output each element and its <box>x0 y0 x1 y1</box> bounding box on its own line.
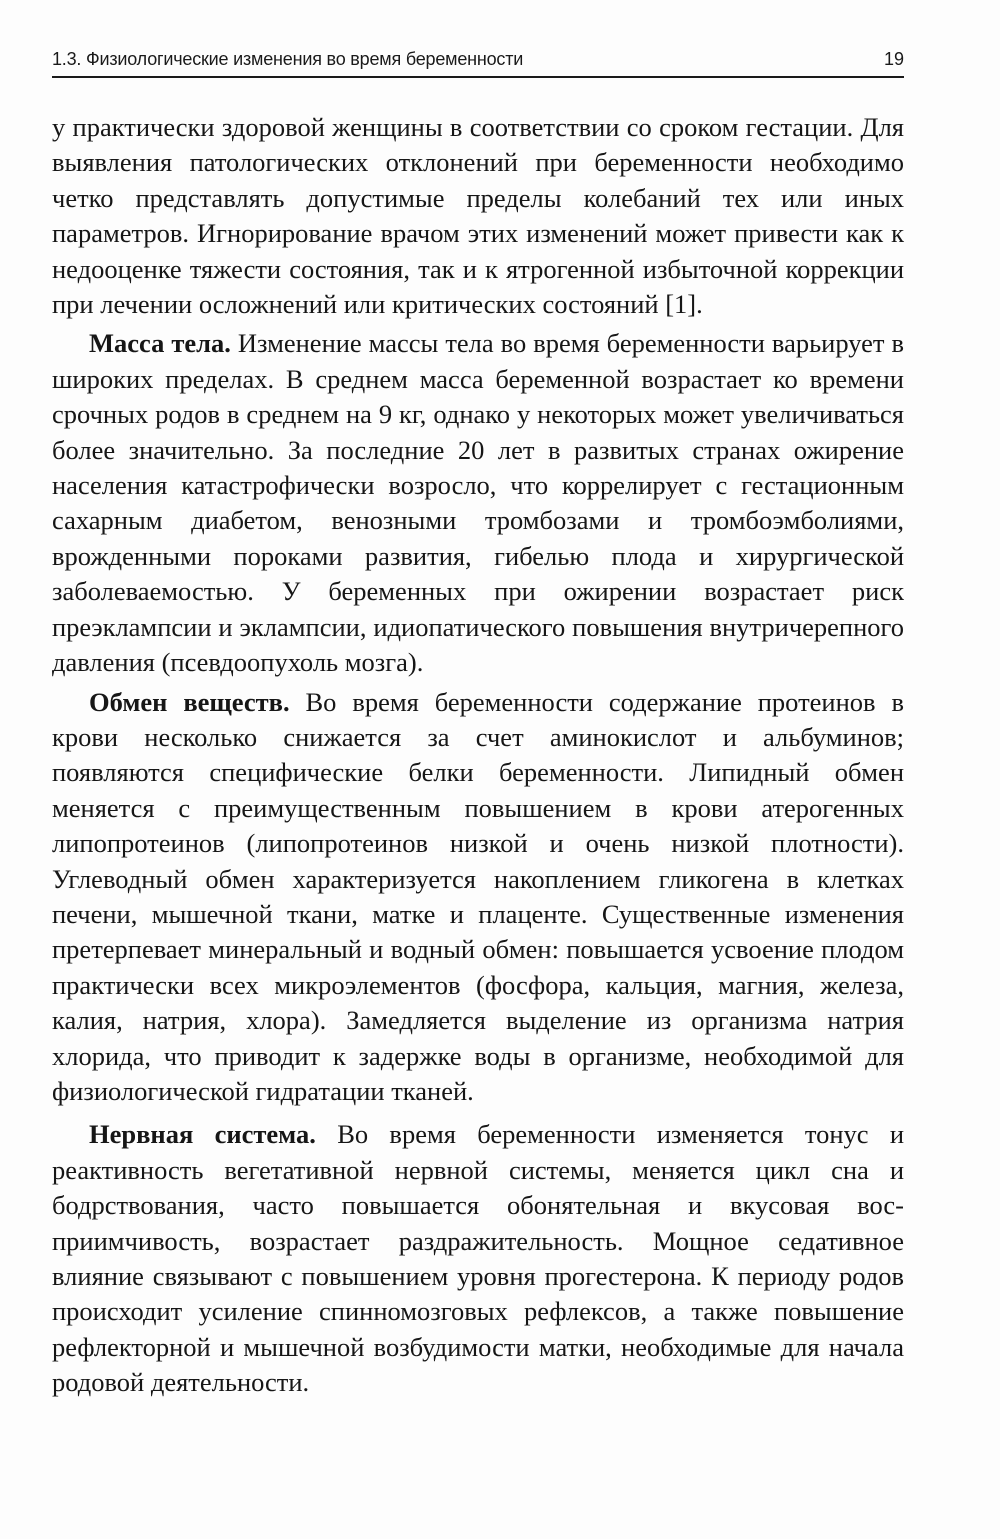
section-title: 1.3. Физиологические изменения во время беременности <box>52 49 524 69</box>
run-in-heading: Масса тела. <box>89 328 231 359</box>
paragraph-body-mass <box>52 326 904 680</box>
run-in-heading: Обмен веществ. <box>89 686 290 717</box>
running-header <box>52 46 904 78</box>
body-text <box>52 110 904 1401</box>
paragraph-continuation <box>52 110 904 322</box>
run-in-heading: Нервная система. <box>89 1119 316 1150</box>
paragraph-text: Во время беременности содержание протеинов в крови несколько снижается за счет аминокислот и альбуминов; появляются специфические белки беременности. Липидный обмен меняется с преимущественным повышением в крови атерогенных липопротеинов (липопротеинов низкой и очень низкой плотности). Углеводный обмен характеризуется накоплением гликогена в клетках печени, мышечной ткани, матке и плаценте. Существенные изменения претерпевает минеральный и водный обмен: повышается усвоение плодом практически всех микроэлементов (фосфора, кальция, магния, железа, калия, натрия, хлора). Замедляется выделение из организма натрия хлорида, что приводит к задержке воды в организме, необходимой для физиологической гидратации тканей. <box>52 686 904 1106</box>
paragraph-text: у практически здоровой женщины в соответствии со сроком гестации. Для выявления патологических отклонений при беременности необходимо четко представлять допустимые пределы колебаний тех или иных параметров. Игнорирование врачом этих изменений может привести как к недооценке тяжести состояния, так и к ятрогенной избыточной коррекции при лечении осложнений или критических состояний [1]. <box>52 112 904 320</box>
page-number: 19 <box>883 49 904 69</box>
paragraph-nervous-system <box>52 1117 904 1400</box>
paragraph-text: Изменение массы тела во время беременности варьирует в широких пределах. В среднем масса беременной возрастает ко времени срочных родов в среднем на 9 кг, однако у некоторых может увеличиваться более значительно. За последние 20 лет в развитых странах ожирение населения катастрофически возросло, что коррелирует с гестационным сахарным диабетом, венозными тромбозами и тромбоэмболиями, врожденными пороками развития, гибелью плода и хирургической заболеваемостью. У беременных при ожирении возрастает риск преэклампсии и эклампсии, идиопатического повышения внутричерепного давления (псевдоопухоль мозга). <box>52 328 904 678</box>
paragraph-text: Во время беременности изменяется тонус и реактивность вегетативной нервной системы, меняется цикл сна и бодрствования, часто повышается обонятельная и вкусовая восприимчивость, возрастает раздражительность. Мощное седативное влияние связывают с повышением уровня прогестерона. К периоду родов происходит усиление спинномозговых рефлексов, а также повышение рефлекторной и мышечной возбудимости матки, необходимые для начала родовой деятельности. <box>52 1119 904 1398</box>
paragraph-metabolism <box>52 685 904 1110</box>
